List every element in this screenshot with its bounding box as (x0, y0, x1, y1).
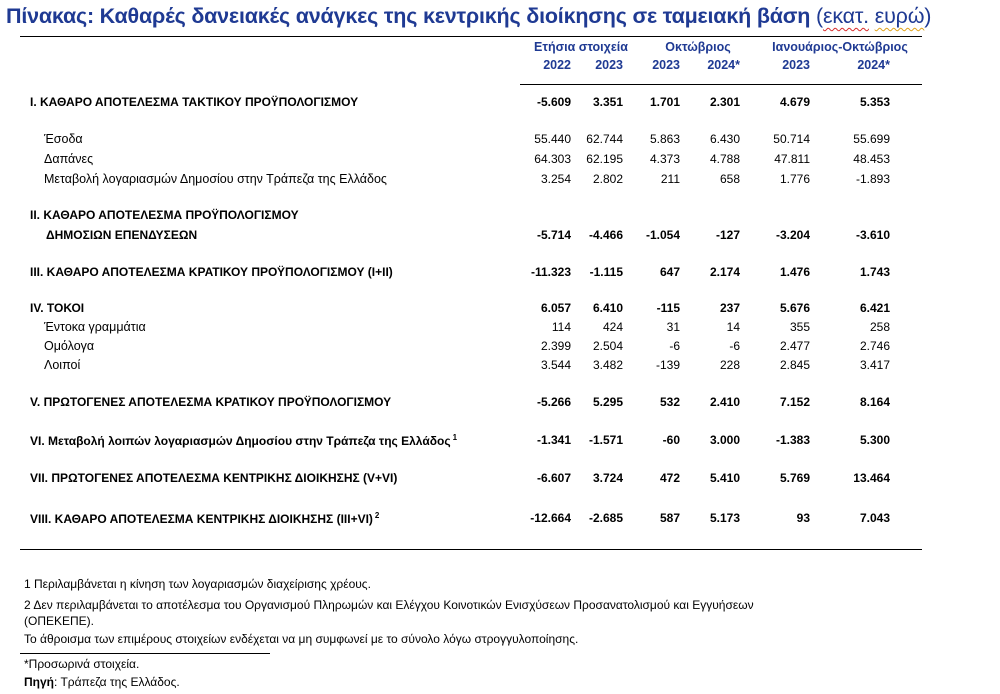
cell-value: 5.173 (709, 511, 740, 525)
cell-value: 2.746 (859, 339, 890, 353)
cell-value: -11.323 (530, 265, 571, 279)
cell-value: 5.295 (592, 395, 623, 409)
cell-value: 2.845 (779, 358, 810, 372)
title-main: Πίνακας: Καθαρές δανειακές ανάγκες της κεντρικής διοίκησης σε ταμειακή βάση (6, 4, 811, 28)
header-divider (520, 84, 922, 85)
cell-value: 2.504 (592, 339, 623, 353)
footnote-1: 1 Περιλαμβάνεται η κίνηση των λογαριασμών διαχείρισης χρέους. (24, 577, 371, 591)
cell-value: 4.788 (709, 152, 740, 166)
cell-value: 3.544 (540, 358, 571, 372)
cell-value: 3.724 (592, 471, 623, 485)
cell-value: 93 (796, 511, 810, 525)
row-label: Λοιποί (44, 358, 81, 372)
cell-value: 355 (789, 320, 810, 334)
cell-value: 7.043 (859, 511, 890, 525)
cell-value: 6.410 (592, 301, 623, 315)
cell-value: 1.476 (779, 265, 810, 279)
header-group-jan-oct: Ιανουάριος-Οκτώβριος (772, 40, 908, 54)
row-label: Έντοκα γραμμάτια (44, 320, 146, 334)
cell-value: 7.152 (779, 395, 810, 409)
cell-value: -5.714 (536, 228, 571, 242)
cell-value: 258 (869, 320, 890, 334)
row-label: ΔΗΜΟΣΙΩΝ ΕΠΕΝΔΥΣΕΩΝ (46, 228, 198, 242)
cell-value: 3.254 (540, 172, 571, 186)
cell-value: 6.057 (540, 301, 571, 315)
spellcheck-underlined-word: εκατ. (822, 4, 869, 28)
provisional-note: *Προσωρινά στοιχεία. (24, 657, 140, 671)
cell-value: 532 (659, 395, 680, 409)
cell-value: -1.054 (645, 228, 680, 242)
cell-value: 3.482 (592, 358, 623, 372)
cell-value: -1.893 (855, 172, 890, 186)
cell-value: -1.115 (589, 265, 623, 279)
row-label: Ομόλογα (44, 339, 95, 353)
cell-value: 55.699 (853, 132, 890, 146)
cell-value: 1.743 (859, 265, 890, 279)
cell-value: 5.863 (649, 132, 680, 146)
cell-value: 2.399 (540, 339, 571, 353)
cell-value: 658 (719, 172, 740, 186)
cell-value: -60 (662, 433, 680, 447)
header-year-3: 2024* (707, 58, 740, 72)
cell-value: 50.714 (773, 132, 810, 146)
cell-value: 4.679 (779, 95, 810, 109)
footnote-2-cont: (ΟΠΕΚΕΠΕ). (24, 614, 95, 628)
header-group-annual: Ετήσια στοιχεία (534, 40, 628, 54)
source-note: Πηγή: Τράπεζα της Ελλάδος. (24, 675, 180, 689)
cell-value: 62.195 (586, 152, 623, 166)
cell-value: 2.802 (592, 172, 623, 186)
cell-value: 31 (666, 320, 680, 334)
cell-value: 3.000 (709, 433, 740, 447)
row-label: III. ΚΑΘΑΡΟ ΑΠΟΤΕΛΕΣΜΑ ΚΡΑΤΙΚΟΥ ΠΡΟΫΠΟΛΟΓΙΣΜΟΥ (I+II) (30, 265, 393, 279)
cell-value: -139 (655, 358, 680, 372)
row-label: VI. Μεταβολή λοιπών λογαριασμών Δημοσίου στην Τράπεζα της Ελλάδος $^1$ (30, 433, 458, 448)
cell-value: -5.266 (536, 395, 571, 409)
header-year-1: 2023 (595, 58, 623, 72)
cell-value: -12.664 (530, 511, 571, 525)
cell-value: 114 (551, 320, 571, 334)
cell-value: -5.609 (536, 95, 571, 109)
cell-value: 587 (659, 511, 680, 525)
cell-value: 5.410 (709, 471, 740, 485)
cell-value: 8.164 (859, 395, 890, 409)
cell-value: 48.453 (853, 152, 890, 166)
cell-value: -1.571 (588, 433, 623, 447)
cell-value: -6 (669, 339, 680, 353)
footer-divider (20, 653, 270, 654)
cell-value: 13.464 (853, 471, 890, 485)
cell-value: 5.353 (859, 95, 890, 109)
cell-value: -4.466 (588, 228, 623, 242)
cell-value: 2.301 (709, 95, 740, 109)
cell-value: -3.610 (855, 228, 890, 242)
rounding-note: Το άθροισμα των επιμέρους στοιχείων ενδέχεται να μη συμφωνεί με το σύνολο λόγω στρογγυλοποίησης. (24, 632, 579, 646)
header-year-5: 2024* (857, 58, 890, 72)
cell-value: 6.430 (709, 132, 740, 146)
cell-value: -1.383 (775, 433, 810, 447)
cell-value: 5.769 (779, 471, 810, 485)
cell-value: 3.351 (592, 95, 623, 109)
cell-value: 64.303 (534, 152, 571, 166)
cell-value: 424 (602, 320, 623, 334)
cell-value: -3.204 (775, 228, 810, 242)
row-label: IV. ΤΟΚΟΙ (30, 301, 85, 315)
cell-value: -1.341 (536, 433, 571, 447)
cell-value: 5.300 (859, 433, 890, 447)
cell-value: 14 (726, 320, 740, 334)
row-label: Δαπάνες (44, 152, 94, 166)
row-label: Μεταβολή λογαριασμών Δημοσίου στην Τράπεζα της Ελλάδος (44, 172, 387, 186)
header-year-4: 2023 (782, 58, 810, 72)
row-label: VII. ΠΡΩΤΟΓΕΝΕΣ ΑΠΟΤΕΛΕΣΜΑ ΚΕΝΤΡΙΚΗΣ ΔΙΟΙΚΗΣΗΣ (V+VI) (30, 471, 398, 485)
header-year-2: 2023 (652, 58, 680, 72)
header-year-0: 2022 (543, 58, 571, 72)
cell-value: 2.477 (779, 339, 810, 353)
row-label: II. ΚΑΘΑΡΟ ΑΠΟΤΕΛΕΣΜΑ ΠΡΟΫΠΟΛΟΓΙΣΜΟΥ (30, 208, 299, 222)
cell-value: 2.174 (709, 265, 740, 279)
cell-value: -6.607 (536, 471, 571, 485)
cell-value: 211 (660, 172, 680, 186)
cell-value: 1.776 (779, 172, 810, 186)
cell-value: 62.744 (586, 132, 623, 146)
table-title (6, 4, 931, 29)
cell-value: -127 (715, 228, 740, 242)
cell-value: 1.701 (649, 95, 680, 109)
cell-value: 2.410 (709, 395, 740, 409)
cell-value: 55.440 (534, 132, 571, 146)
cell-value: 472 (659, 471, 680, 485)
cell-value: 237 (719, 301, 740, 315)
cell-value: 6.421 (859, 301, 890, 315)
row-label: VIII. ΚΑΘΑΡΟ ΑΠΟΤΕΛΕΣΜΑ ΚΕΝΤΡΙΚΗΣ ΔΙΟΙΚΗΣΗΣ (III+VI) $^2$ (30, 511, 380, 526)
cell-value: 228 (719, 358, 740, 372)
grammar-underlined-word: ευρώ (874, 4, 925, 28)
row-label: Έσοδα (44, 132, 83, 146)
footnote-2: 2 Δεν περιλαμβάνεται το αποτέλεσμα του Οργανισμού Πληρωμών και Ελέγχου Κοινοτικών Ενισχύσεων Προσανατολισμού και Εγγυήσεων (24, 598, 754, 612)
row-label: I. ΚΑΘΑΡΟ ΑΠΟΤΕΛΕΣΜΑ ΤΑΚΤΙΚΟΥ ΠΡΟΫΠΟΛΟΓΙΣΜΟΥ (30, 95, 359, 109)
cell-value: 647 (659, 265, 680, 279)
cell-value: 4.373 (649, 152, 680, 166)
cell-value: 3.417 (859, 358, 890, 372)
cell-value: -115 (656, 301, 680, 315)
cell-value: -2.685 (588, 511, 623, 525)
row-label: V. ΠΡΩΤΟΓΕΝΕΣ ΑΠΟΤΕΛΕΣΜΑ ΚΡΑΤΙΚΟΥ ΠΡΟΫΠΟΛΟΓΙΣΜΟΥ (30, 395, 392, 409)
cell-value: 5.676 (779, 301, 810, 315)
header-group-october: Οκτώβριος (665, 40, 731, 54)
title-unit: (εκατ. ευρώ) (816, 4, 932, 28)
cell-value: 47.811 (774, 152, 810, 166)
cell-value: -6 (729, 339, 740, 353)
